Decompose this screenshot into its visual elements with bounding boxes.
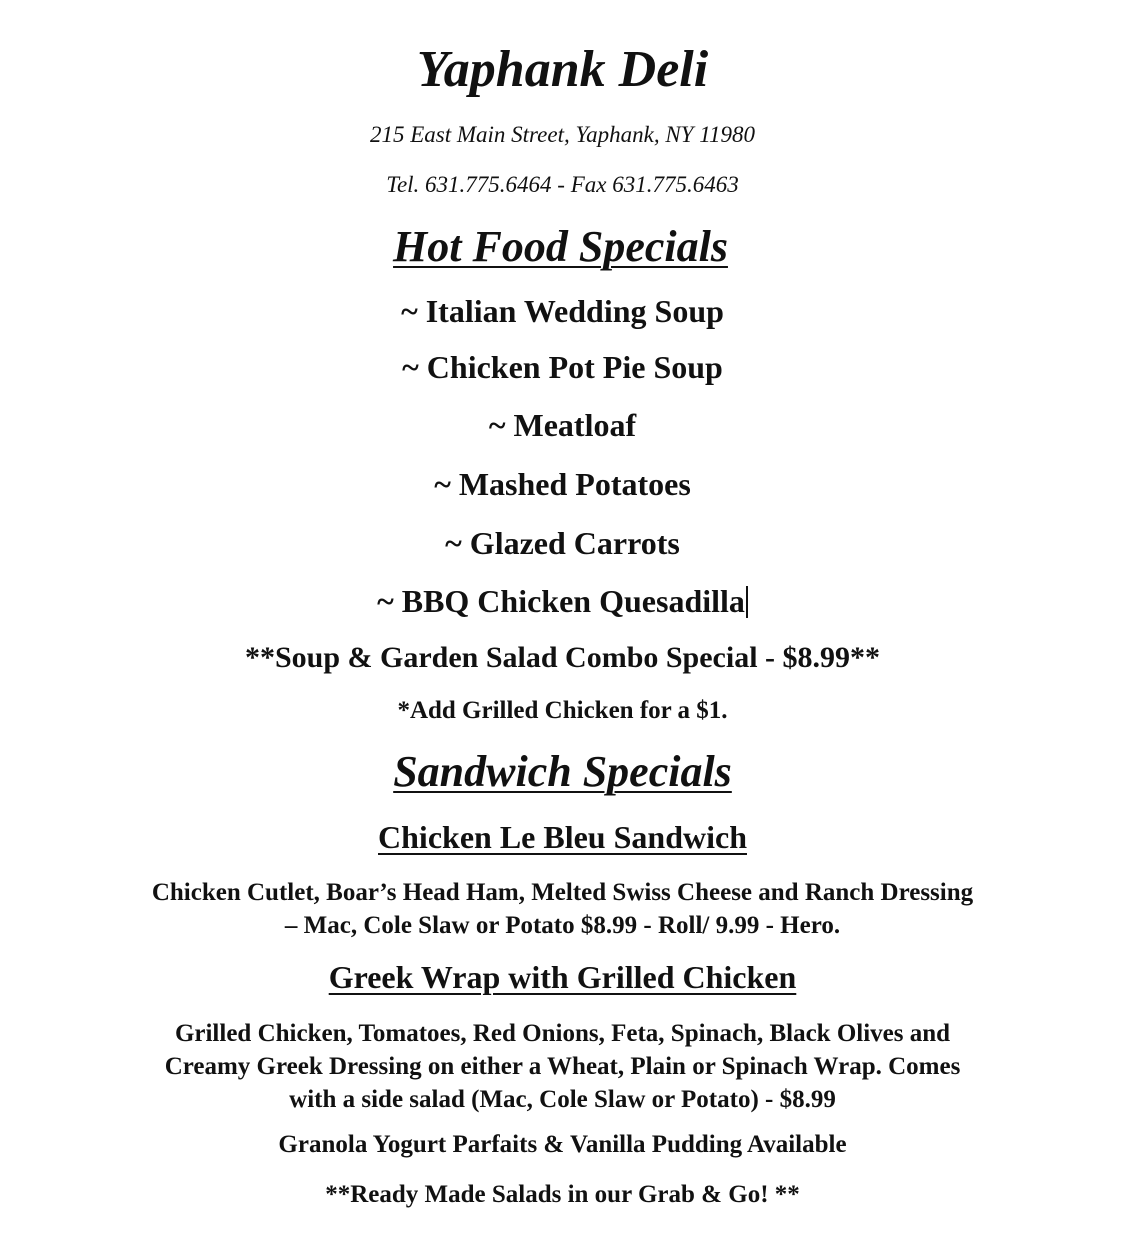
sandwich-description-line: – Mac, Cole Slaw or Potato $8.99 - Roll/ 9.99 - Hero. [284,912,841,939]
deli-address: 215 East Main Street, Yaphank, NY 11980 [369,122,756,147]
sandwich-description-line: Chicken Cutlet, Boar’s Head Ham, Melted Swiss Cheese and Ranch Dressing [151,879,974,906]
sandwich-name: Greek Wrap with Grilled Chicken [328,959,797,995]
hot-food-specials-heading: Hot Food Specials [393,222,728,271]
deli-name: Yaphank Deli [416,41,709,98]
sandwich-description-line: with a side salad (Mac, Cole Slaw or Potato) - $8.99 [289,1086,836,1113]
deli-phone-fax: Tel. 631.775.6464 - Fax 631.775.6463 [386,172,739,197]
sandwich-description-line: Creamy Greek Dressing on either a Wheat, Plain or Spinach Wrap. Comes [164,1053,961,1080]
combo-special: **Soup & Garden Salad Combo Special - $8.99** [244,641,881,674]
parfait-pudding-note: Granola Yogurt Parfaits & Vanilla Pudding Available [278,1131,847,1158]
hot-food-item: ~ Meatloaf [488,407,637,443]
hot-food-item: ~ Mashed Potatoes [434,466,691,502]
grab-and-go-note: **Ready Made Salads in our Grab & Go! ** [325,1181,800,1208]
text-cursor [746,586,748,618]
sandwich-description-line: Grilled Chicken, Tomatoes, Red Onions, Feta, Spinach, Black Olives and [174,1020,951,1047]
hot-food-item-last[interactable] [0,585,1125,618]
add-chicken-note: *Add Grilled Chicken for a $1. [397,697,728,724]
hot-food-item: ~ Chicken Pot Pie Soup [402,349,723,385]
sandwich-name: Chicken Le Bleu Sandwich [378,819,747,855]
sandwich-specials-heading: Sandwich Specials [393,747,732,796]
hot-food-item: ~ Glazed Carrots [445,525,680,561]
hot-food-item-text: ~ BBQ Chicken Quesadilla [377,583,745,619]
hot-food-item: ~ Italian Wedding Soup [401,293,724,329]
